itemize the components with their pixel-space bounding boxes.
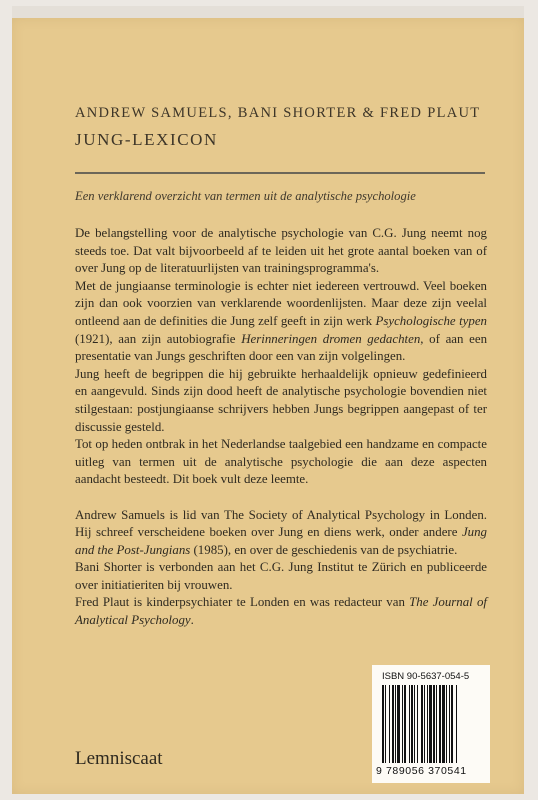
blurb-paragraph-4: Tot op heden ontbrak in het Nederlandse taalgebied een handzame en compacte uitleg van termen uit de analytische psychologie die aan deze aspecten aandacht besteedt. Dit boek vult deze leemte. [75, 437, 487, 487]
publisher-name: Lemniscaat [75, 748, 163, 769]
blurb-p2-text-b: (1921), aan zijn autobiografie [75, 331, 242, 346]
journal-reference: The Journal of Analytical Psychology [75, 595, 487, 628]
blurb-text [75, 225, 487, 630]
book-reference-herinneringen: Herinneringen dromen gedachten [241, 331, 421, 346]
section-gap [75, 489, 487, 507]
blurb-paragraph-1: De belangstelling voor de analytische psychologie van C.G. Jung neemt nog steeds toe. Dat valt bijvoorbeeld af te leiden uit het grote aantal boeken van of over Jung op de literatuurlijsten van trainingsprogramma's. [75, 226, 487, 276]
barcode-number: 9 789056 370541 [376, 765, 467, 777]
barcode-icon [382, 685, 482, 763]
book-title: JUNG-LEXICON [75, 130, 218, 149]
author-bio-samuels [75, 507, 487, 560]
blurb-p2-text-a: Met de jungiaanse terminologie is echter niet iedereen vertrouwd. Veel boeken zijn dan ook voorzien van verklarende woordenlijsten. Maar deze zijn veelal ontleend aan de definities die Jung zelf geeft in zijn werk [75, 278, 487, 328]
blurb-paragraph-3: Jung heeft de begrippen die hij gebruikte herhaaldelijk opnieuw gedefinieerd en aangevuld. Sinds zijn dood heeft de analytische psychologie bovendien niet stilgestaan: postjungiaanse schrijvers hebben Jungs begrippen aangepast of ter discussie gesteld. [75, 366, 487, 434]
isbn-barcode-box [372, 665, 490, 783]
author-bio-shorter: Bani Shorter is verbonden aan het C.G. Jung Institut te Zürich en publiceerde over initiatieriten bij vrouwen. [75, 560, 487, 592]
book-reference-jung-post-jungians: Jung and the Post-Jungians [75, 525, 487, 557]
isbn-label: ISBN 90-5637-054-5 [382, 671, 470, 682]
bio-samuels-text-b: (1985), en over de geschiedenis van de psychiatrie. [190, 542, 458, 557]
divider-rule [75, 172, 485, 174]
authors-line: ANDREW SAMUELS, BANI SHORTER & FRED PLAUT [75, 105, 481, 121]
book-reference-psychologische-typen: Psychologische typen [375, 313, 487, 328]
author-bio-plaut [75, 594, 487, 629]
book-subtitle: Een verklarend overzicht van termen uit de analytische psychologie [75, 189, 416, 203]
blurb-p2-text-c: , of aan een presentatie van Jungs geschriften door een van zijn volgelingen. [75, 331, 488, 364]
bio-plaut-text-b: . [190, 613, 194, 628]
bio-plaut-text-a: Fred Plaut is kinderpsychiater te Londen en was redacteur van [75, 595, 410, 610]
blurb-paragraph-2 [75, 278, 487, 366]
bio-samuels-text-a: Andrew Samuels is lid van The Society of Analytical Psychology in Londen. Hij schreef verscheidene boeken over Jung en diens werk, onder andere [75, 507, 487, 540]
